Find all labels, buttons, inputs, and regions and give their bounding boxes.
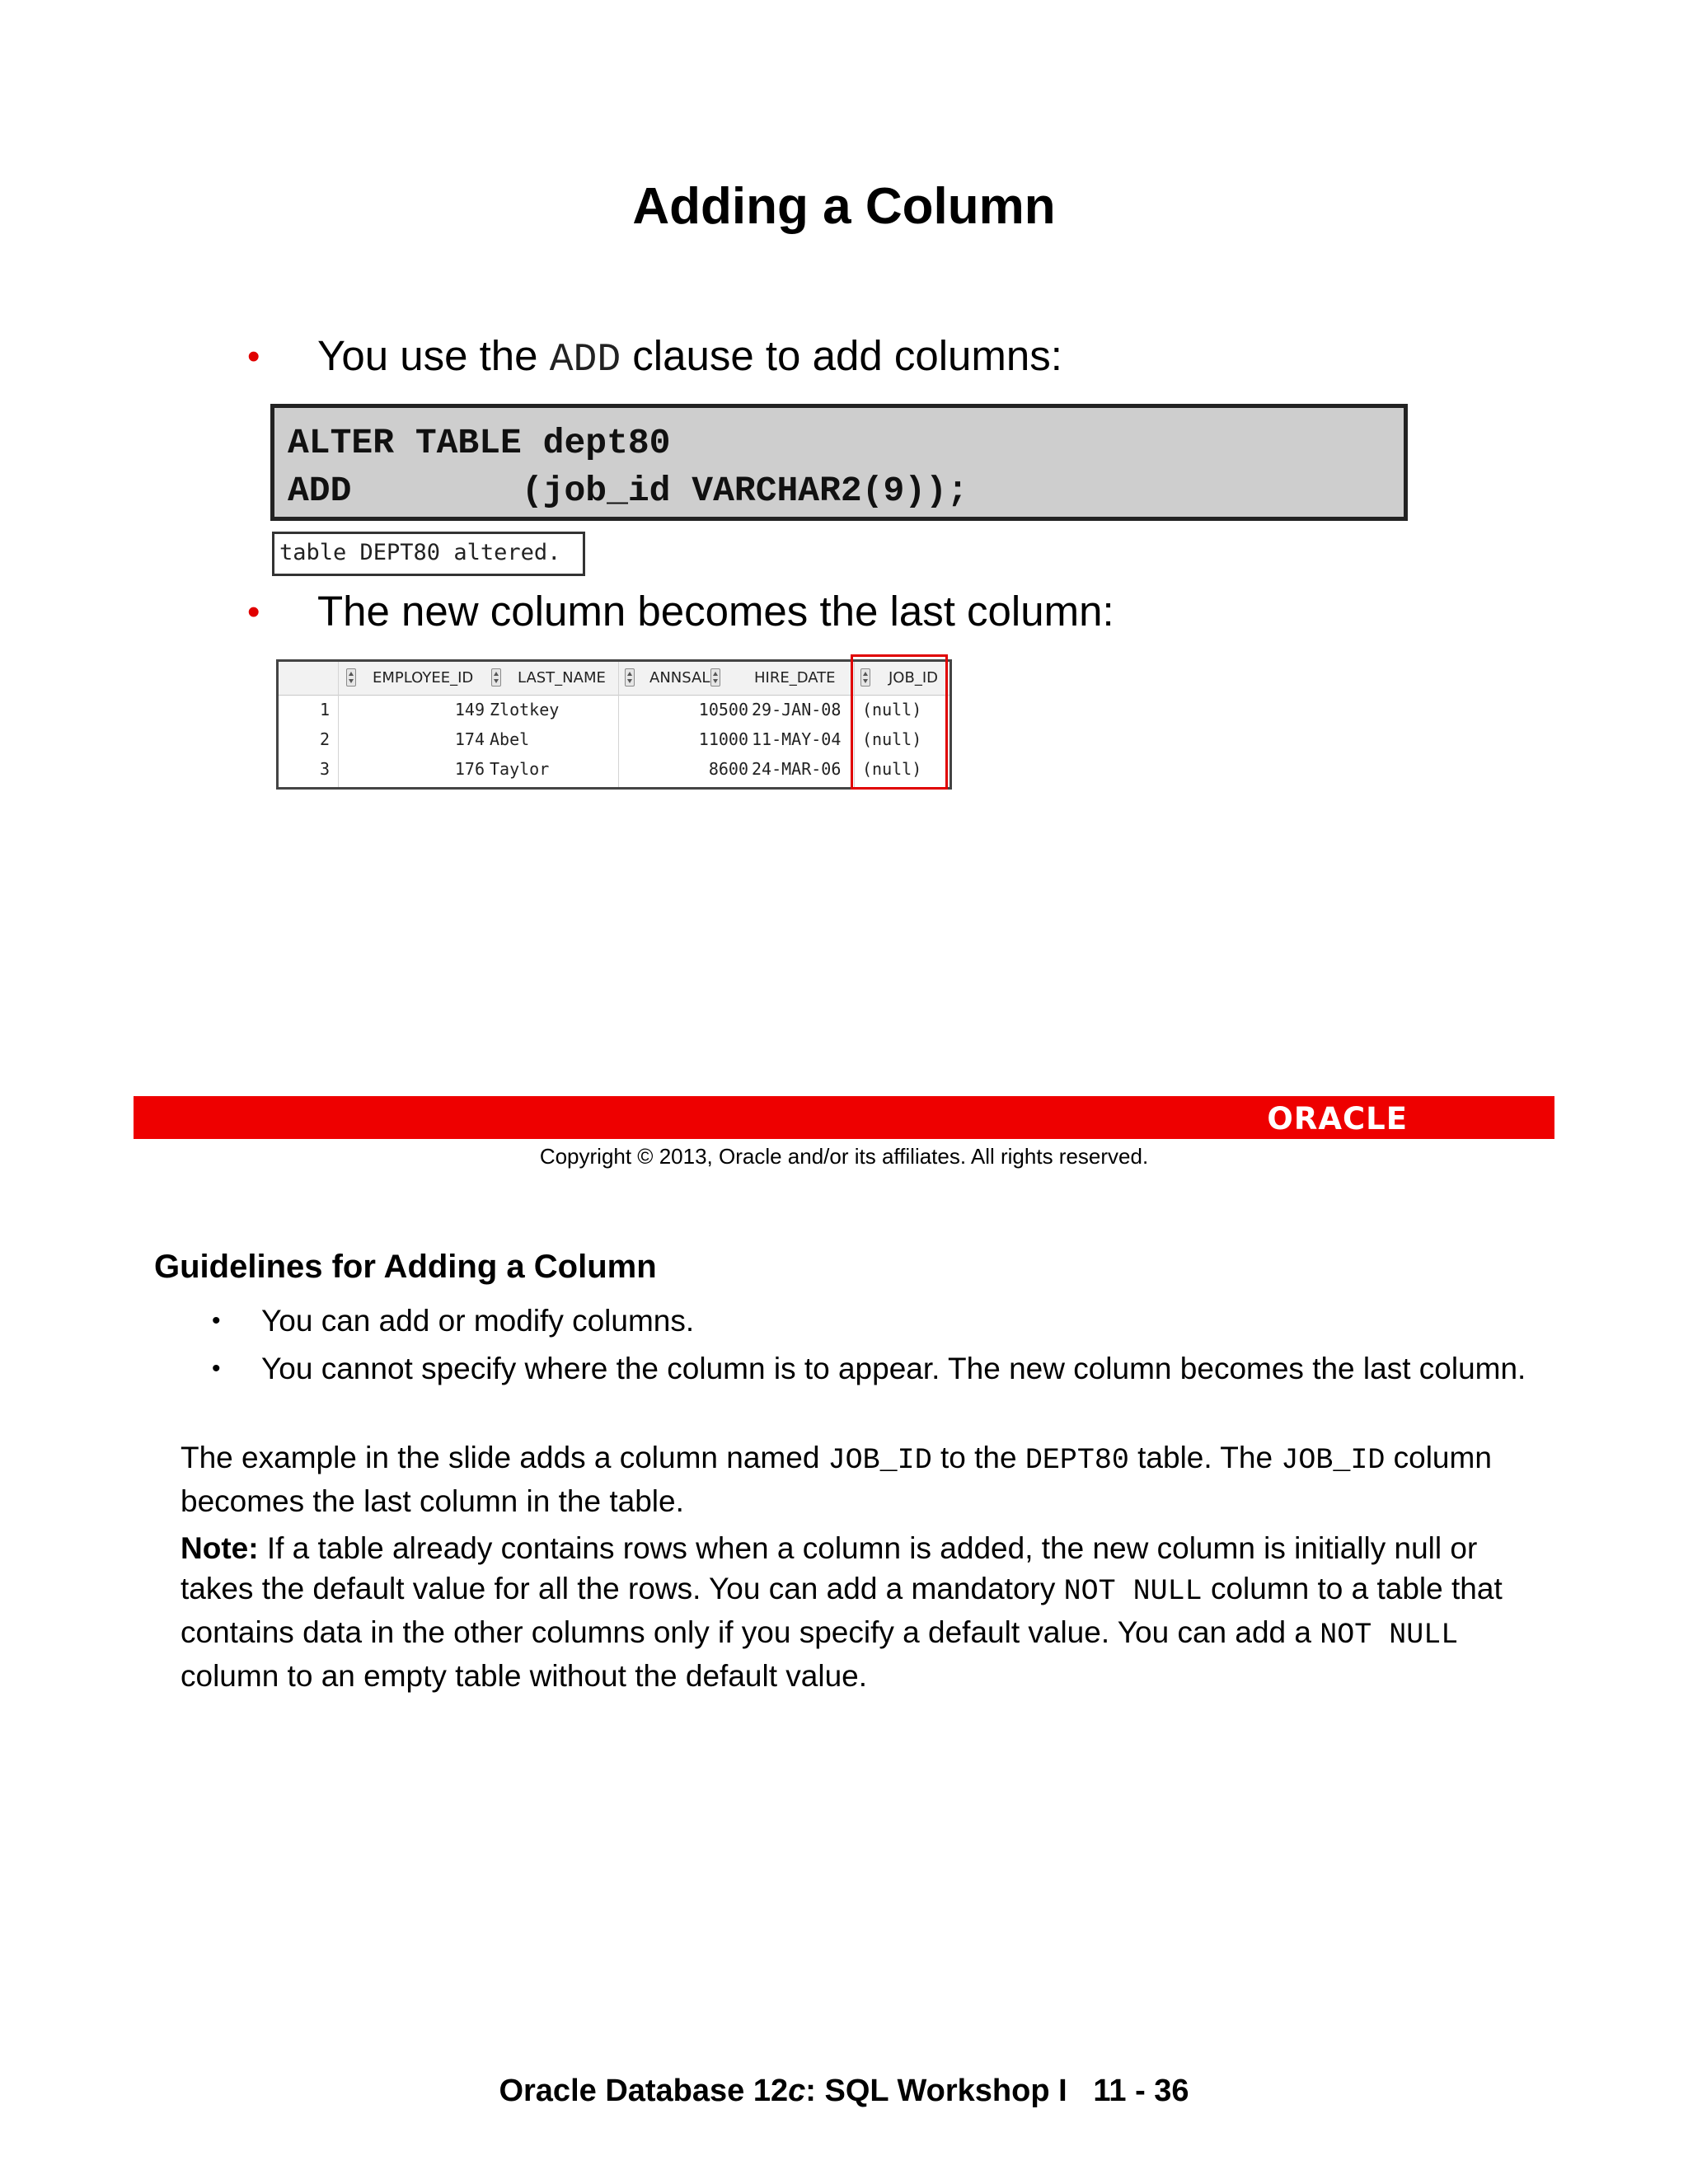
para-text: column to a table that contains data in the other columns only if you specify a default value. You can add a (181, 1572, 1503, 1649)
cell-last-name: Abel (490, 729, 530, 749)
table-row[interactable] (279, 754, 950, 784)
page-footer (0, 2074, 1688, 2109)
cell-job-id: (null) (862, 700, 922, 719)
bullet-text: clause to add columns: (621, 332, 1062, 379)
copyright-text: Copyright © 2013, Oracle and/or its affiliates. All rights reserved. (539, 1144, 1149, 1169)
grid-header (279, 662, 950, 696)
bullet-dot: • (247, 592, 260, 632)
note-bullet-1 (212, 1301, 1547, 1342)
code-job-id: JOB_ID (1281, 1444, 1386, 1477)
code-job-id: JOB_ID (828, 1444, 932, 1477)
para-text: If a table already contains rows when a column is added, the new column is initially null or takes the default value for all the rows. You can add a mandatory (181, 1531, 1478, 1605)
column-header-employee-id[interactable]: EMPLOYEE_ID (373, 669, 474, 687)
code-line-1: ALTER TABLE dept80 (288, 423, 671, 463)
cell-last-name: Zlotkey (490, 700, 560, 719)
cell-annsal: 8600 (708, 759, 748, 779)
cell-last-name: Taylor (490, 759, 550, 779)
sort-icon[interactable] (491, 668, 501, 687)
cell-job-id: (null) (862, 759, 922, 779)
oracle-red-bar (134, 1096, 1554, 1139)
table-row[interactable] (279, 724, 950, 754)
bullet-dot: • (212, 1355, 221, 1382)
column-header-last-name[interactable]: LAST_NAME (518, 669, 606, 687)
note-bullet-text: You can add or modify columns. (261, 1304, 695, 1338)
note-bullet-text: You cannot specify where the column is to appear. The new column becomes the last column. (261, 1352, 1526, 1385)
cell-hire-date: 29-JAN-08 (752, 700, 842, 719)
row-number: 1 (319, 700, 330, 719)
cell-hire-date: 11-MAY-04 (752, 729, 842, 749)
column-header-annsal[interactable]: ANNSAL (649, 669, 710, 687)
notes-heading: Guidelines for Adding a Column (154, 1249, 657, 1285)
job-id-column-highlight (851, 654, 948, 790)
slide-bullet-add-clause (247, 331, 1062, 382)
slide-title: Adding a Column (632, 178, 1056, 235)
note-bullet-2 (212, 1348, 1547, 1390)
bullet-text: The new column becomes the last column: (317, 588, 1114, 635)
cell-employee-id: 149 (454, 700, 485, 719)
sort-icon[interactable] (625, 668, 635, 687)
para-text: table. The (1128, 1441, 1282, 1474)
code-line-2: ADD (job_id VARCHAR2(9)); (288, 471, 968, 511)
oracle-logo: ORACLE (1267, 1101, 1408, 1137)
cell-annsal: 11000 (698, 729, 748, 749)
footer-text: Oracle Database 12 (499, 2074, 789, 2108)
note-label: Note: (181, 1531, 259, 1565)
sort-icon[interactable] (710, 668, 720, 687)
cell-job-id: (null) (862, 729, 922, 749)
sql-code-box (270, 404, 1408, 521)
footer-text: : SQL Workshop I 11 - 36 (805, 2074, 1189, 2108)
column-header-hire-date[interactable]: HIRE_DATE (754, 669, 836, 687)
table-row[interactable] (279, 695, 950, 724)
bullet-text: You use the (317, 332, 550, 379)
notes-paragraph-example (181, 1437, 1540, 1521)
code-not-null: NOT NULL (1320, 1619, 1459, 1652)
code-dept80: DEPT80 (1025, 1444, 1129, 1477)
cell-employee-id: 174 (454, 729, 485, 749)
cell-employee-id: 176 (454, 759, 485, 779)
result-message: table DEPT80 altered. (272, 532, 585, 576)
para-text: The example in the slide adds a column named (181, 1441, 828, 1474)
para-text: column to an empty table without the default value. (181, 1659, 868, 1693)
slide-bullet-last-column (247, 587, 1114, 635)
row-number: 3 (319, 759, 330, 779)
bullet-dot: • (247, 336, 260, 377)
row-number: 2 (319, 729, 330, 749)
bullet-dot: • (212, 1307, 221, 1334)
column-header-job-id[interactable]: JOB_ID (889, 669, 938, 687)
footer-italic: c (788, 2074, 806, 2108)
sort-icon[interactable] (346, 668, 356, 687)
code-not-null: NOT NULL (1063, 1575, 1203, 1608)
cell-annsal: 10500 (698, 700, 748, 719)
para-text: to the (931, 1441, 1025, 1474)
para-text: column becomes the last column in the table. (181, 1441, 1492, 1518)
notes-paragraph-note (181, 1528, 1549, 1696)
cell-hire-date: 24-MAR-06 (752, 759, 842, 779)
bullet-code: ADD (549, 338, 621, 382)
